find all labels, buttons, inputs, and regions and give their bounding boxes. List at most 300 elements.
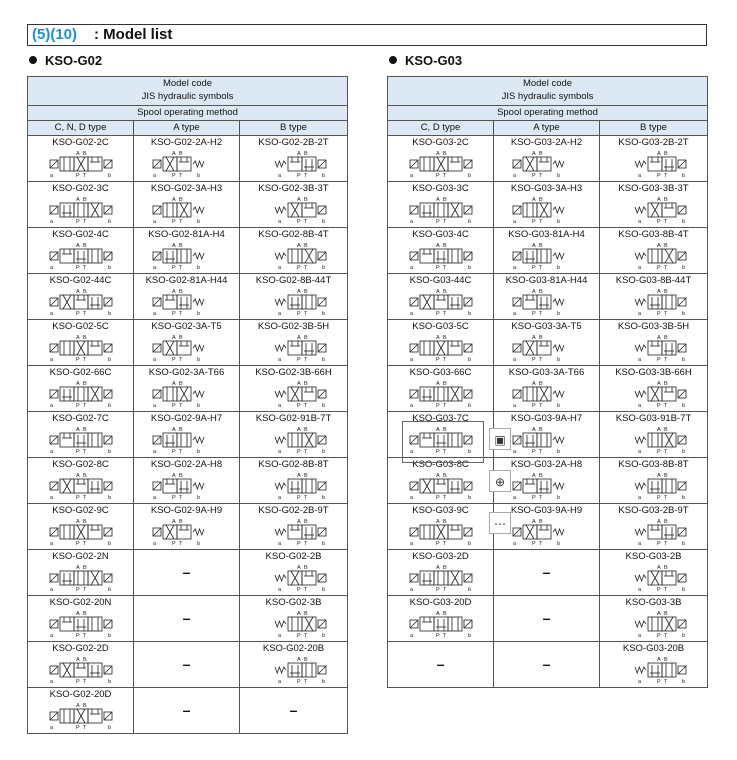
svg-text:B: B (178, 427, 183, 433)
svg-text:B: B (303, 473, 308, 479)
model-code: KSO-G03-5C (412, 321, 469, 332)
svg-text:b: b (681, 495, 685, 500)
valve-symbol-icon (507, 516, 587, 546)
table-cell (134, 320, 240, 366)
svg-text:b: b (467, 495, 471, 500)
table-row (28, 458, 348, 504)
svg-text:T: T (178, 541, 182, 546)
svg-text:T: T (442, 633, 446, 638)
svg-text:A: A (75, 289, 80, 295)
svg-text:A: A (531, 289, 536, 295)
svg-text:b: b (321, 265, 325, 270)
model-code: KSO-G02-91B-7T (255, 413, 332, 424)
svg-text:a: a (49, 541, 53, 546)
svg-text:P: P (531, 541, 536, 546)
svg-text:T: T (442, 219, 446, 224)
svg-text:a: a (152, 219, 156, 224)
model-code: KSO-G02-9C (52, 505, 109, 516)
model-code: KSO-G03-91B-7T (615, 413, 692, 424)
model-code: KSO-G02-8B-8T (258, 459, 329, 470)
valve-symbol-icon (41, 240, 121, 270)
svg-text:A: A (75, 381, 80, 387)
svg-text:b: b (196, 219, 200, 224)
svg-text:a: a (409, 541, 413, 546)
model-code: KSO-G03-81A-H44 (505, 275, 588, 286)
svg-text:B: B (82, 197, 87, 203)
svg-text:T: T (178, 495, 182, 500)
column-header: C, D type (388, 121, 494, 136)
svg-text:B: B (442, 381, 447, 387)
svg-text:A: A (296, 243, 301, 249)
svg-text:A: A (435, 289, 440, 295)
svg-text:b: b (556, 173, 560, 178)
table-row (28, 642, 348, 688)
model-code: KSO-G02-3B-3T (258, 183, 329, 194)
svg-text:T: T (442, 587, 446, 592)
svg-text:B: B (663, 151, 668, 157)
svg-text:b: b (196, 265, 200, 270)
svg-text:B: B (538, 243, 543, 249)
model-code: KSO-G03-3B-3T (618, 183, 689, 194)
table-cell (600, 642, 708, 688)
svg-text:T: T (663, 357, 667, 362)
model-code: KSO-G03-8C (412, 459, 469, 470)
svg-text:T: T (538, 357, 542, 362)
image-icon[interactable]: ▣ (489, 428, 511, 450)
svg-text:A: A (296, 151, 301, 157)
table-row (388, 366, 708, 412)
column-header: B type (240, 121, 348, 136)
svg-text:a: a (637, 219, 641, 224)
svg-text:a: a (49, 679, 53, 684)
svg-text:b: b (321, 679, 325, 684)
valve-symbol-icon (401, 332, 481, 362)
valve-symbol-icon (147, 240, 227, 270)
svg-text:b: b (467, 219, 471, 224)
svg-text:B: B (538, 381, 543, 387)
svg-text:a: a (152, 173, 156, 178)
svg-text:A: A (656, 565, 661, 571)
svg-text:T: T (442, 403, 446, 408)
model-code: KSO-G03-3A-T5 (511, 321, 582, 332)
table-row (388, 228, 708, 274)
valve-symbol-icon (41, 194, 121, 224)
svg-text:B: B (663, 565, 668, 571)
valve-symbol-icon (401, 470, 481, 500)
svg-text:A: A (435, 197, 440, 203)
svg-text:B: B (82, 335, 87, 341)
svg-text:b: b (107, 219, 111, 224)
table-cell (28, 366, 134, 412)
table-cell (388, 550, 494, 596)
svg-text:A: A (656, 335, 661, 341)
svg-text:T: T (82, 633, 86, 638)
header-model-code: Model code JIS hydraulic symbols (388, 77, 708, 106)
model-code: KSO-G03-4C (412, 229, 469, 240)
valve-symbol-icon (401, 378, 481, 408)
svg-text:T: T (663, 495, 667, 500)
svg-text:A: A (435, 519, 440, 525)
svg-text:A: A (531, 519, 536, 525)
empty-dash: – (182, 702, 191, 718)
svg-text:B: B (82, 427, 87, 433)
svg-text:A: A (296, 381, 301, 387)
svg-text:B: B (303, 657, 308, 663)
svg-text:b: b (321, 173, 325, 178)
svg-text:B: B (663, 197, 668, 203)
svg-text:b: b (107, 679, 111, 684)
svg-text:A: A (75, 519, 80, 525)
model-code: KSO-G02-2A-H8 (150, 459, 223, 470)
svg-text:T: T (82, 449, 86, 454)
svg-text:a: a (49, 403, 53, 408)
svg-text:B: B (663, 289, 668, 295)
svg-text:a: a (277, 173, 281, 178)
svg-text:P: P (171, 265, 176, 270)
svg-text:T: T (663, 173, 667, 178)
svg-text:A: A (171, 519, 176, 525)
svg-text:B: B (538, 151, 543, 157)
svg-text:a: a (277, 633, 281, 638)
svg-text:b: b (107, 495, 111, 500)
model-code: KSO-G03-66C (409, 367, 472, 378)
model-code: KSO-G02-2B-9T (258, 505, 329, 516)
svg-text:P: P (656, 265, 661, 270)
svg-text:T: T (538, 219, 542, 224)
svg-text:A: A (656, 243, 661, 249)
valve-symbol-icon (41, 148, 121, 178)
svg-text:A: A (75, 151, 80, 157)
svg-text:P: P (656, 679, 661, 684)
svg-text:b: b (321, 219, 325, 224)
table-cell (240, 182, 348, 228)
svg-text:a: a (637, 633, 641, 638)
svg-text:b: b (107, 541, 111, 546)
valve-symbol-icon (401, 516, 481, 546)
svg-text:P: P (656, 173, 661, 178)
valve-symbol-icon (147, 286, 227, 316)
svg-text:B: B (663, 519, 668, 525)
svg-text:B: B (303, 565, 308, 571)
table-cell (388, 504, 494, 550)
model-code: KSO-G03-9C (412, 505, 469, 516)
svg-text:B: B (82, 519, 87, 525)
table-cell (134, 274, 240, 320)
svg-text:a: a (49, 219, 53, 224)
table-cell (388, 274, 494, 320)
table-cell (134, 228, 240, 274)
model-code: KSO-G03-8B-44T (615, 275, 692, 286)
svg-text:T: T (663, 403, 667, 408)
model-table-g03 (387, 76, 708, 688)
svg-text:b: b (681, 403, 685, 408)
model-code: KSO-G03-3A-H3 (510, 183, 583, 194)
svg-text:b: b (196, 311, 200, 316)
table-row (28, 182, 348, 228)
svg-text:b: b (321, 495, 325, 500)
valve-symbol-icon (507, 240, 587, 270)
table-row (28, 274, 348, 320)
svg-text:a: a (512, 311, 516, 316)
valve-symbol-icon (41, 424, 121, 454)
svg-text:A: A (296, 473, 301, 479)
svg-text:A: A (296, 289, 301, 295)
model-code: KSO-G03-2A-H2 (510, 137, 583, 148)
svg-text:A: A (435, 565, 440, 571)
valve-symbol-icon (41, 608, 121, 638)
svg-text:P: P (531, 265, 536, 270)
valve-symbol-icon (41, 516, 121, 546)
svg-text:P: P (531, 311, 536, 316)
svg-text:T: T (663, 541, 667, 546)
svg-text:A: A (656, 473, 661, 479)
section-title: : Model list (94, 26, 173, 43)
svg-text:P: P (656, 449, 661, 454)
svg-text:P: P (435, 219, 440, 224)
svg-text:B: B (178, 243, 183, 249)
empty-dash: – (542, 656, 551, 672)
svg-text:T: T (303, 219, 307, 224)
svg-text:B: B (82, 381, 87, 387)
svg-text:a: a (49, 173, 53, 178)
valve-symbol-icon (507, 194, 587, 224)
table-row (388, 182, 708, 228)
model-code: KSO-G03-20B (622, 643, 685, 654)
svg-text:b: b (321, 403, 325, 408)
valve-symbol-icon (614, 240, 694, 270)
svg-text:T: T (442, 265, 446, 270)
svg-text:P: P (531, 219, 536, 224)
svg-text:a: a (512, 265, 516, 270)
svg-text:T: T (82, 173, 86, 178)
svg-text:T: T (303, 449, 307, 454)
valve-symbol-icon (147, 424, 227, 454)
svg-text:a: a (277, 357, 281, 362)
svg-text:A: A (531, 243, 536, 249)
table-cell (600, 366, 708, 412)
svg-text:A: A (75, 565, 80, 571)
svg-text:b: b (107, 357, 111, 362)
table-cell (28, 228, 134, 274)
model-table-g02 (27, 76, 348, 734)
valve-symbol-icon (254, 332, 334, 362)
valve-symbol-icon (614, 194, 694, 224)
svg-text:P: P (75, 679, 80, 684)
table-cell (600, 550, 708, 596)
svg-text:b: b (321, 541, 325, 546)
section-number: (5)(10) (32, 26, 78, 43)
model-code: KSO-G03-20D (409, 597, 472, 608)
svg-text:a: a (637, 587, 641, 592)
svg-text:P: P (656, 357, 661, 362)
empty-dash: – (542, 610, 551, 626)
svg-text:T: T (82, 357, 86, 362)
svg-text:T: T (303, 633, 307, 638)
svg-text:P: P (296, 633, 301, 638)
model-code: KSO-G03-8B-4T (618, 229, 689, 240)
model-code: KSO-G02-3A-T66 (148, 367, 225, 378)
svg-text:T: T (178, 449, 182, 454)
svg-text:b: b (681, 265, 685, 270)
svg-text:b: b (107, 403, 111, 408)
svg-text:T: T (663, 633, 667, 638)
table-row (388, 320, 708, 366)
svg-text:a: a (152, 357, 156, 362)
svg-text:B: B (82, 611, 87, 617)
svg-text:b: b (107, 311, 111, 316)
table-row (388, 136, 708, 182)
svg-text:B: B (663, 611, 668, 617)
svg-text:B: B (303, 611, 308, 617)
table-row (28, 136, 348, 182)
svg-text:T: T (82, 403, 86, 408)
svg-text:A: A (656, 657, 661, 663)
svg-text:P: P (531, 357, 536, 362)
svg-text:A: A (296, 335, 301, 341)
valve-symbol-icon (41, 378, 121, 408)
table-row (388, 596, 708, 642)
svg-text:b: b (321, 449, 325, 454)
svg-text:T: T (82, 219, 86, 224)
valve-symbol-icon (614, 608, 694, 638)
svg-text:A: A (171, 289, 176, 295)
svg-text:B: B (442, 197, 447, 203)
svg-text:B: B (82, 565, 87, 571)
svg-text:b: b (196, 541, 200, 546)
svg-text:a: a (277, 449, 281, 454)
svg-text:b: b (681, 311, 685, 316)
table-cell (28, 320, 134, 366)
svg-text:b: b (107, 633, 111, 638)
table-row (388, 550, 708, 596)
svg-text:B: B (538, 427, 543, 433)
valve-symbol-icon (401, 240, 481, 270)
svg-text:a: a (277, 403, 281, 408)
svg-text:b: b (681, 173, 685, 178)
svg-text:B: B (442, 427, 447, 433)
model-code: KSO-G02-2B-2T (258, 137, 329, 148)
table-cell (240, 228, 348, 274)
svg-text:P: P (296, 265, 301, 270)
more-icon[interactable]: ⋯ (489, 512, 511, 534)
table-cell (28, 642, 134, 688)
svg-text:b: b (467, 449, 471, 454)
svg-text:B: B (303, 427, 308, 433)
svg-text:b: b (467, 265, 471, 270)
zoom-in-icon[interactable]: ⊕ (489, 470, 511, 492)
table-cell (240, 274, 348, 320)
page-title (27, 24, 707, 46)
model-code: KSO-G03-3B-5H (617, 321, 690, 332)
svg-text:b: b (321, 357, 325, 362)
svg-text:T: T (538, 541, 542, 546)
table-cell (28, 688, 134, 734)
svg-text:P: P (296, 173, 301, 178)
svg-text:B: B (442, 519, 447, 525)
svg-text:B: B (538, 519, 543, 525)
image-toolbar (489, 428, 513, 554)
svg-text:b: b (196, 449, 200, 454)
svg-text:A: A (435, 381, 440, 387)
svg-text:A: A (531, 197, 536, 203)
svg-text:a: a (637, 541, 641, 546)
model-code: KSO-G02-9A-H7 (150, 413, 223, 424)
model-code: KSO-G03-9A-H7 (510, 413, 583, 424)
svg-text:b: b (196, 495, 200, 500)
valve-symbol-icon (614, 562, 694, 592)
table-row (388, 642, 708, 688)
svg-text:A: A (75, 427, 80, 433)
svg-text:a: a (512, 357, 516, 362)
model-code: KSO-G02-9A-H9 (150, 505, 223, 516)
svg-text:a: a (637, 311, 641, 316)
svg-text:B: B (82, 151, 87, 157)
svg-text:b: b (556, 357, 560, 362)
bullet-icon (389, 56, 397, 64)
valve-symbol-icon (41, 700, 121, 730)
model-code: KSO-G02-2B (265, 551, 322, 562)
svg-text:b: b (107, 173, 111, 178)
model-code: KSO-G02-66C (49, 367, 112, 378)
svg-text:b: b (467, 587, 471, 592)
valve-symbol-icon (41, 332, 121, 362)
model-code: KSO-G02-3C (52, 183, 109, 194)
column-header: B type (600, 121, 708, 136)
svg-text:T: T (82, 311, 86, 316)
svg-text:b: b (681, 219, 685, 224)
table-cell (28, 412, 134, 458)
empty-dash: – (182, 610, 191, 626)
svg-text:T: T (538, 449, 542, 454)
valve-symbol-icon (614, 286, 694, 316)
svg-text:T: T (663, 265, 667, 270)
table-row (28, 366, 348, 412)
bullet-icon (29, 56, 37, 64)
svg-text:A: A (296, 427, 301, 433)
svg-text:a: a (409, 633, 413, 638)
svg-text:P: P (75, 587, 80, 592)
svg-text:b: b (556, 541, 560, 546)
svg-text:P: P (75, 311, 80, 316)
svg-text:T: T (82, 495, 86, 500)
svg-text:B: B (178, 473, 183, 479)
svg-text:A: A (435, 473, 440, 479)
valve-symbol-icon (41, 470, 121, 500)
svg-text:P: P (531, 495, 536, 500)
empty-dash: – (182, 656, 191, 672)
svg-text:P: P (171, 541, 176, 546)
svg-text:P: P (171, 403, 176, 408)
svg-text:T: T (538, 311, 542, 316)
svg-text:T: T (178, 311, 182, 316)
svg-text:P: P (435, 449, 440, 454)
svg-text:b: b (107, 725, 111, 730)
valve-symbol-icon (614, 332, 694, 362)
svg-text:B: B (178, 197, 183, 203)
svg-text:T: T (663, 219, 667, 224)
table-cell (600, 136, 708, 182)
svg-text:P: P (75, 357, 80, 362)
svg-text:T: T (303, 357, 307, 362)
svg-text:b: b (556, 265, 560, 270)
table-cell (134, 550, 240, 596)
valve-symbol-icon (147, 148, 227, 178)
svg-text:b: b (681, 357, 685, 362)
svg-text:B: B (442, 473, 447, 479)
valve-symbol-icon (254, 148, 334, 178)
empty-dash: – (436, 656, 445, 672)
svg-text:P: P (435, 311, 440, 316)
